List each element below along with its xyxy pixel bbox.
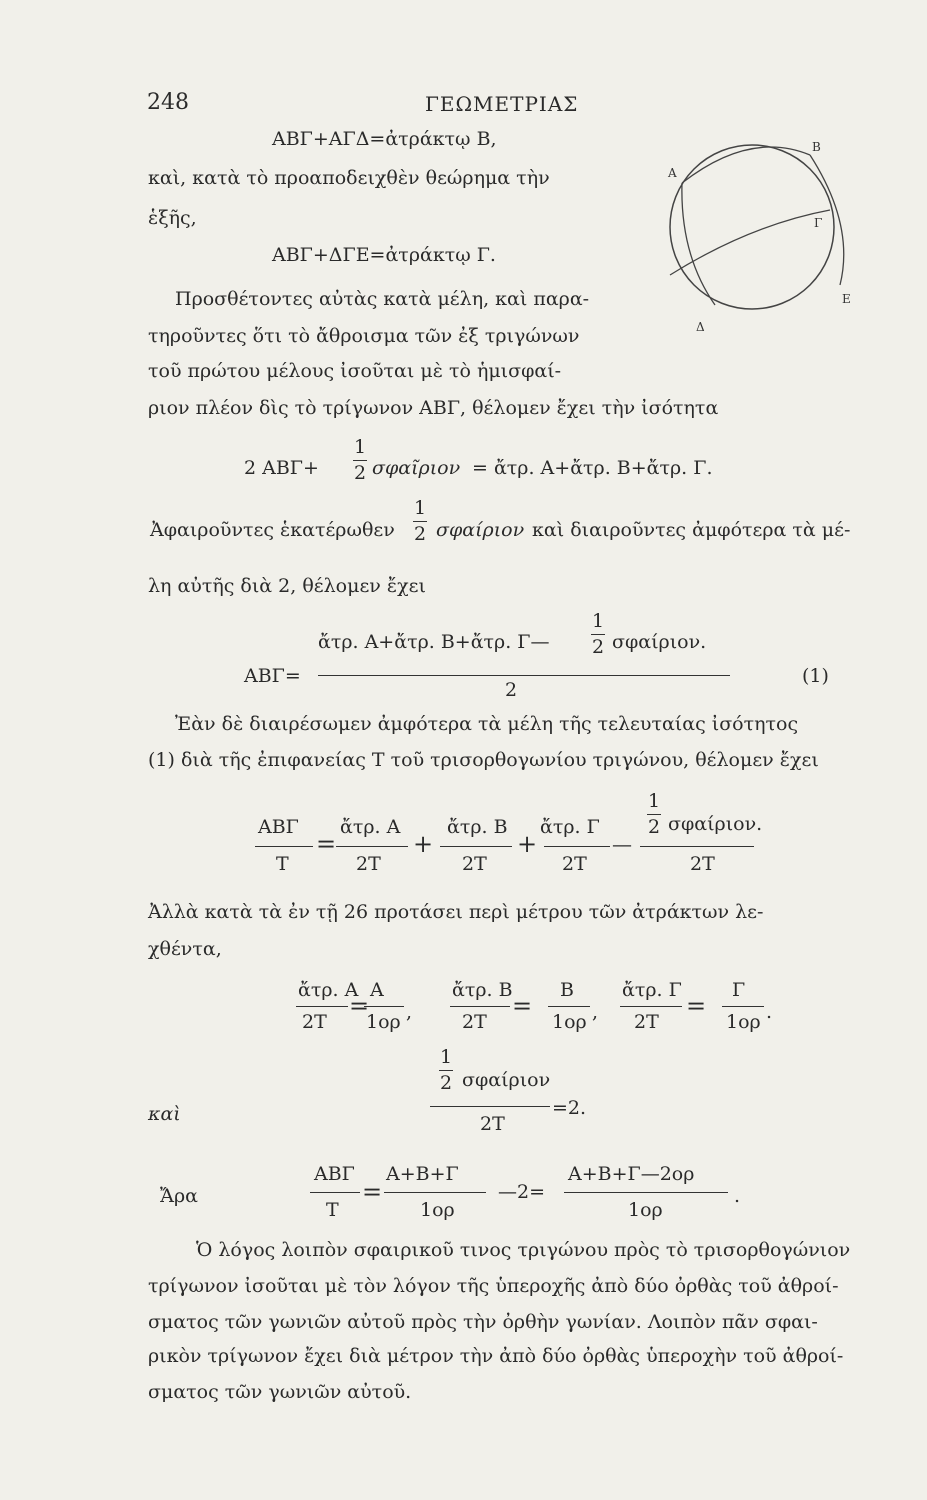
eq6-b-bar [450, 1006, 510, 1007]
para2-line3: τοῦ πρώτου μέλους ἰσοῦται μὲ τὸ ἡμισφαί- [148, 360, 562, 382]
para3-post: καὶ διαιροῦντες ἀμφότερα τὰ μέ- [532, 519, 851, 541]
label-b: Β [812, 140, 821, 154]
eq6-a-rbar [364, 1006, 404, 1007]
eq6-g-rn: Γ [732, 979, 746, 1001]
eq6-b-rd: 1ορ [552, 1011, 587, 1033]
eq6-a-d: 2Τ [302, 1011, 327, 1033]
eq5-f5d: 2Τ [690, 853, 715, 875]
para6-line3: σματος τῶν γωνιῶν αὐτοῦ πρὸς τὴν ὀρθὴν γωνίαν. Λοιπὸν πᾶν σφαι- [148, 1311, 818, 1333]
eq4-half-den: 2 [591, 636, 605, 658]
para2-line4: ριον πλέον δὶς τὸ τρίγωνον ΑΒΓ, θέλομεν ἔχει τὴν ἰσότητα [148, 397, 719, 419]
eq8-f3n: Α+Β+Γ—2ορ [568, 1163, 695, 1185]
para6-line1: Ὁ λόγος λοιπὸν σφαιρικοῦ τινος τριγώνου πρὸς τὸ τρισορθογώνιον [196, 1239, 851, 1261]
eq3-left: 2 ΑΒΓ+ [244, 457, 319, 479]
running-title: ΓΕΩΜΕΤΡΙΑΣ [425, 92, 579, 116]
eq8-f2d: 1ορ [420, 1199, 455, 1221]
eq5-f1d: Τ [276, 853, 289, 875]
eq8-ara: Ἄρα [160, 1185, 198, 1207]
para6-line4: ρικὸν τρίγωνον ἔχει διὰ μέτρον τὴν ἀπὸ δύο ὀρθὰς ὑπεροχὴν τοῦ ἀθροί- [148, 1345, 844, 1367]
eq5-bar1 [255, 846, 313, 847]
eq5-plus2: + [517, 830, 538, 858]
para2-line1: Προσθέτοντες αὐτὰς κατὰ μέλη, καὶ παρα- [175, 288, 590, 310]
eq4-word: σφαίριον. [612, 631, 707, 653]
eq6-g-d: 2Τ [634, 1011, 659, 1033]
eq7-half [436, 1046, 456, 1094]
eq6-b-eq: = [512, 992, 533, 1020]
para1-line2: ἑξῆς, [148, 207, 197, 229]
para4-line2: (1) διὰ τῆς ἐπιφανείας Τ τοῦ τρισορθογωνίου τριγώνου, θέλομεν ἔχει [148, 749, 819, 771]
eq5-f4n: ἄτρ. Γ [540, 816, 600, 838]
eq7-den: 2Τ [480, 1113, 505, 1135]
label-a: Α [668, 166, 677, 180]
eq6-a-rd: 1ορ [366, 1011, 401, 1033]
sphere-circle [670, 145, 834, 309]
label-e: Ε [842, 292, 851, 306]
eq6-a-n: ἄτρ. Α [298, 979, 359, 1001]
para5-line1: Ἀλλὰ κατὰ τὰ ἐν τῇ 26 προτάσει περὶ μέτρου τῶν ἀτράκτων λε- [148, 901, 764, 923]
eq4-numerator: ἄτρ. Α+ἄτρ. Β+ἄτρ. Γ— [318, 631, 550, 653]
para2-line2: τηροῦντες ὅτι τὸ ἄθροισμα τῶν ἐξ τριγώνων [148, 325, 580, 347]
eq6-b-n: ἄτρ. Β [452, 979, 513, 1001]
eq8-f3d: 1ορ [628, 1199, 663, 1221]
label-g: Γ [814, 216, 823, 230]
eq8-eq: = [362, 1178, 383, 1206]
eq8-f2n: Α+Β+Γ [386, 1163, 459, 1185]
eq5-f2n: ἄτρ. Α [340, 816, 401, 838]
eq6-a-eq: = [349, 992, 370, 1020]
eq4-denominator: 2 [505, 679, 518, 701]
eq8-bar1 [310, 1192, 360, 1193]
eq8-bar3 [564, 1192, 728, 1193]
eq6-b-rn: Β [560, 979, 574, 1001]
eq5-f1n: ΑΒΓ [258, 816, 299, 838]
eq5-half-num: 1 [647, 790, 661, 812]
para3-word: σφαίριον [436, 519, 525, 541]
eq5-f2d: 2Τ [356, 853, 381, 875]
eq6-a-bar [296, 1006, 348, 1007]
eq7-rhs: =2. [552, 1097, 587, 1119]
eq5-f4d: 2Τ [562, 853, 587, 875]
eq6-g-sep: . [766, 1001, 773, 1023]
eq6-b-d: 2Τ [462, 1011, 487, 1033]
eq7-bar [430, 1106, 550, 1107]
eq6-g-eq: = [686, 992, 707, 1020]
p3-half-den: 2 [413, 523, 427, 545]
eq7-word: σφαίριον [462, 1069, 551, 1091]
eq5-f5n: σφαίριον. [668, 813, 763, 835]
para5-line2: χθέντα, [148, 938, 222, 960]
para1-line1: καὶ, κατὰ τὸ προαποδειχθὲν θεώρημα τὴν [148, 167, 550, 189]
eq4-tag: (1) [802, 665, 829, 687]
eq3-half-den: 2 [353, 462, 367, 484]
eq6-a-sep: , [406, 1001, 413, 1023]
eq7-kai: καὶ [148, 1103, 181, 1125]
equation-top: ΑΒΓ+ΑΓΔ=ἀτράκτῳ Β, [272, 128, 497, 150]
eq5-bar5 [640, 846, 754, 847]
eq6-b-sep: , [592, 1001, 599, 1023]
p3-half [410, 497, 430, 545]
sphere-figure [660, 135, 875, 335]
para6-line5: σματος τῶν γωνιῶν αὐτοῦ. [148, 1381, 412, 1403]
eq6-g-rd: 1ορ [726, 1011, 761, 1033]
para3-line2: λη αὐτῆς διὰ 2, θέλομεν ἔχει [148, 575, 426, 597]
eq5-bar2 [336, 846, 408, 847]
eq3-half [350, 436, 370, 484]
arc-a-b [682, 147, 810, 183]
eq3-half-num: 1 [353, 436, 367, 458]
eq7-half-den: 2 [439, 1072, 453, 1094]
para6-line2: τρίγωνον ἰσοῦται μὲ τὸν λόγον τῆς ὑπεροχῆς ἀπὸ δύο ὀρθὰς τοῦ ἀθροί- [148, 1275, 839, 1297]
eq8-f1d: Τ [326, 1199, 339, 1221]
eq4-lhs: ΑΒΓ= [244, 665, 301, 687]
equation-2: ΑΒΓ+ΔΓΕ=ἀτράκτῳ Γ. [272, 244, 496, 266]
eq6-g-n: ἄτρ. Γ [622, 979, 682, 1001]
eq5-minus: — [612, 832, 632, 856]
eq5-half [644, 790, 664, 838]
eq5-bar4 [544, 846, 610, 847]
p3-half-num: 1 [413, 497, 427, 519]
eq5-half-den: 2 [647, 816, 661, 838]
eq5-bar3 [440, 846, 512, 847]
eq4-half [588, 610, 608, 658]
eq5-f3d: 2Τ [462, 853, 487, 875]
eq8-bar2 [384, 1192, 486, 1193]
eq5-eq: = [316, 830, 337, 858]
eq4-half-num: 1 [591, 610, 605, 632]
arc-a-d [682, 183, 715, 305]
eq8-end: . [734, 1185, 741, 1207]
eq4-fraction-bar [318, 675, 730, 676]
eq3-word: σφαῖριον [372, 457, 461, 479]
eq6-b-rbar [548, 1006, 590, 1007]
page-number: 248 [147, 90, 189, 115]
eq8-mid: —2= [498, 1181, 546, 1203]
para3-pre: Ἀφαιροῦντες ἑκατέρωθεν [150, 519, 395, 541]
eq3-right: = ἄτρ. Α+ἄτρ. Β+ἄτρ. Γ. [472, 457, 713, 479]
eq6-g-bar [620, 1006, 682, 1007]
para4-line1: Ἐὰν δὲ διαιρέσωμεν ἀμφότερα τὰ μέλη τῆς τελευταίας ἰσότητος [175, 713, 799, 735]
eq6-g-rbar [722, 1006, 764, 1007]
eq5-f3n: ἄτρ. Β [447, 816, 508, 838]
eq5-plus1: + [413, 830, 434, 858]
eq8-f1n: ΑΒΓ [314, 1163, 355, 1185]
label-d: Δ [696, 320, 705, 334]
eq6-a-rn: Α [370, 979, 384, 1001]
eq7-half-num: 1 [439, 1046, 453, 1068]
